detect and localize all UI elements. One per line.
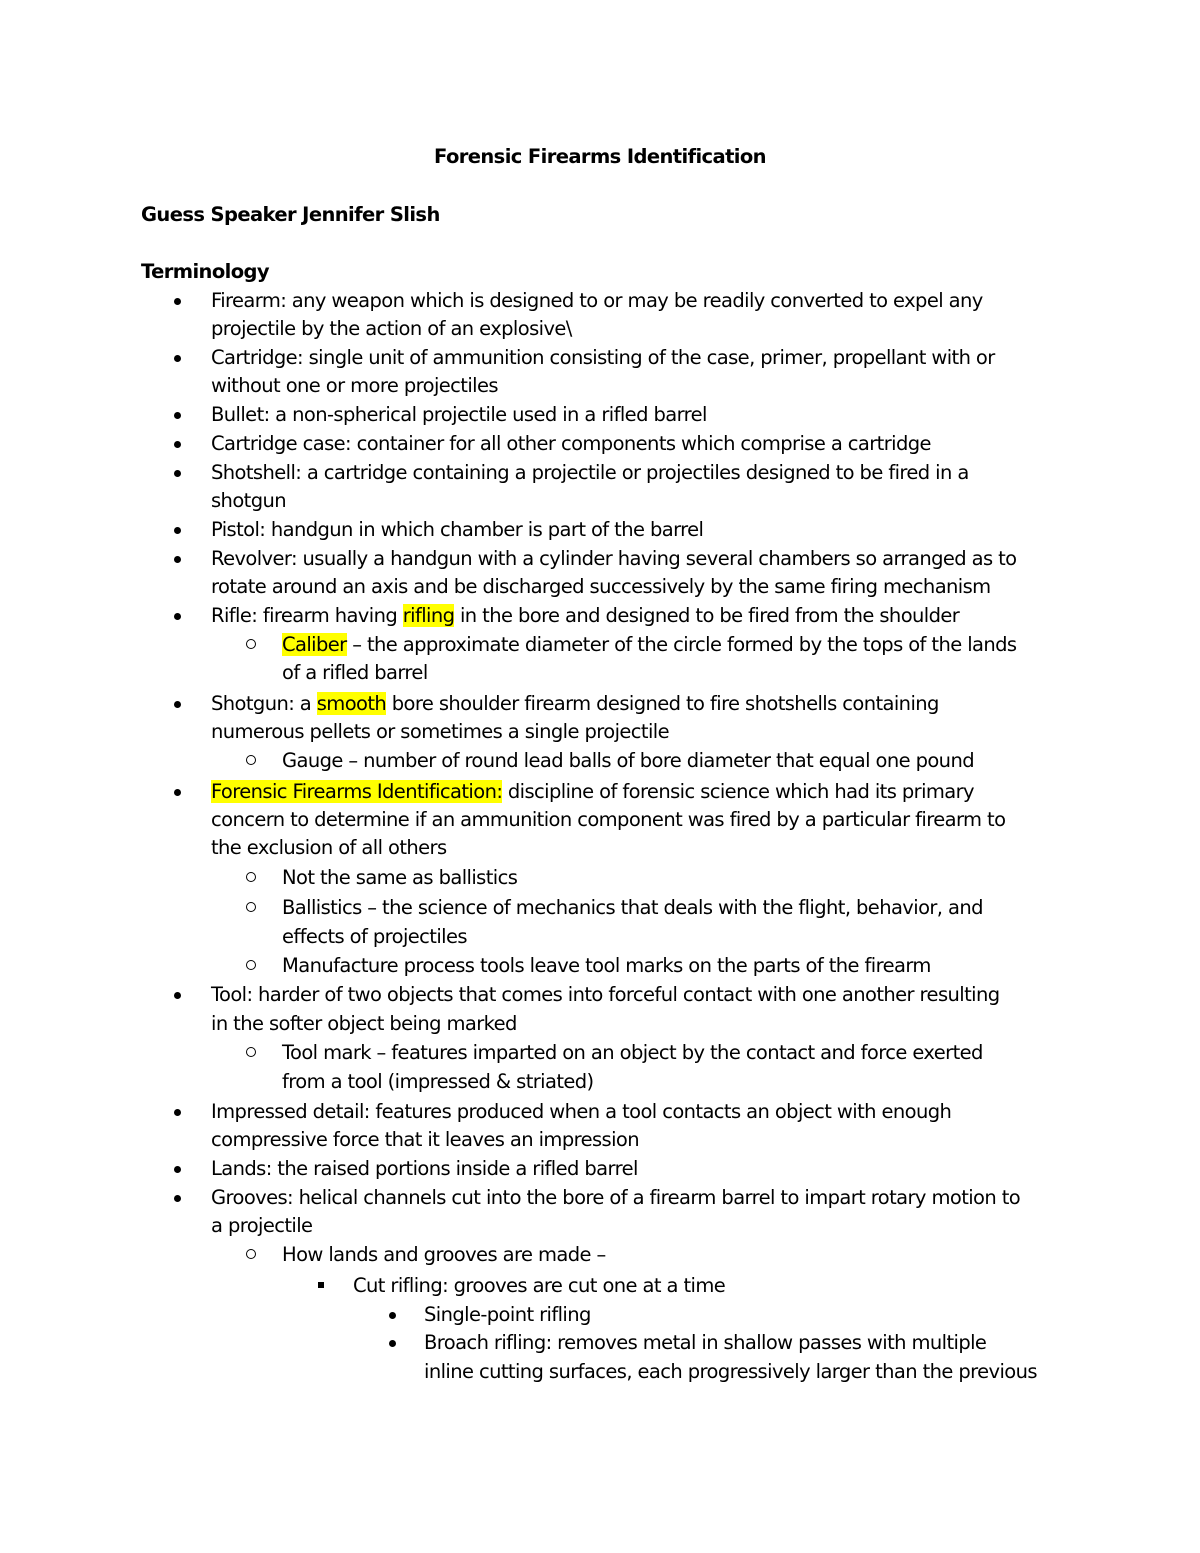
open-circle-bullet (246, 872, 256, 882)
list-item-text-segment: in the bore and designed to be fired from the shoulder (454, 604, 960, 627)
filled-circle-bullet (389, 1340, 396, 1347)
highlighted-term: rifling (402, 604, 455, 627)
filled-circle-bullet (389, 1312, 396, 1319)
list-item-text: Cartridge: single unit of ammunition consisting of the case, primer, propellant with or (211, 346, 995, 369)
filled-circle-bullet (174, 613, 181, 620)
list-item-text: of a rifled barrel (282, 661, 428, 684)
filled-circle-bullet (174, 441, 181, 448)
list-item-text: Grooves: helical channels cut into the bore of a firearm barrel to impart rotary motion to (211, 1186, 1021, 1209)
filled-circle-bullet (174, 1109, 181, 1116)
section-heading: Terminology (141, 260, 269, 283)
list-item-text-segment: – the approximate diameter of the circle formed by the tops of the lands (346, 633, 1017, 656)
list-item-text: without one or more projectiles (211, 374, 498, 397)
list-item-text: How lands and grooves are made – (282, 1243, 606, 1266)
list-item-text: Broach rifling: removes metal in shallow passes with multiple (424, 1331, 987, 1354)
list-item-text: Cartridge case: container for all other components which comprise a cartridge (211, 432, 931, 455)
open-circle-bullet (246, 1047, 256, 1057)
open-circle-bullet (246, 639, 256, 649)
list-item-text: the exclusion of all others (211, 836, 447, 859)
filled-circle-bullet (174, 527, 181, 534)
filled-circle-bullet (174, 1166, 181, 1173)
filled-circle-bullet (174, 1195, 181, 1202)
list-item-text: Lands: the raised portions inside a rifled barrel (211, 1157, 638, 1180)
filled-circle-bullet (174, 412, 181, 419)
list-item-text: compressive force that it leaves an impression (211, 1128, 640, 1151)
list-item-text: in the softer object being marked (211, 1012, 517, 1035)
list-item-text: Shotshell: a cartridge containing a projectile or projectiles designed to be fired in a (211, 461, 969, 484)
list-item-text: a projectile (211, 1214, 313, 1237)
list-item-text (211, 691, 939, 717)
list-item-text: Impressed detail: features produced when a tool contacts an object with enough (211, 1100, 952, 1123)
list-item-text-segment: Shotgun: a (211, 692, 317, 715)
list-item-text: Tool mark – features imparted on an object by the contact and force exerted (282, 1041, 983, 1064)
list-item-text-segment: Rifle: firearm having (211, 604, 403, 627)
list-item-text (211, 603, 959, 629)
list-item-text: from a tool (impressed & striated) (282, 1070, 594, 1093)
list-item-text-segment: bore shoulder firearm designed to fire shotshells containing (386, 692, 939, 715)
speaker-line: Guess Speaker Jennifer Slish (141, 203, 440, 226)
list-item-text: concern to determine if an ammunition component was fired by a particular firearm to (211, 808, 1006, 831)
list-item-text: Cut rifling: grooves are cut one at a time (353, 1274, 726, 1297)
filled-circle-bullet (174, 992, 181, 999)
highlighted-term: Forensic Firearms Identification: (211, 780, 503, 803)
filled-circle-bullet (174, 556, 181, 563)
document-title: Forensic Firearms Identification (434, 145, 766, 168)
list-item-text (211, 779, 974, 805)
open-circle-bullet (246, 960, 256, 970)
filled-circle-bullet (174, 470, 181, 477)
list-item-text: Manufacture process tools leave tool marks on the parts of the firearm (282, 954, 931, 977)
list-item-text: Bullet: a non-spherical projectile used in a rifled barrel (211, 403, 707, 426)
filled-circle-bullet (174, 701, 181, 708)
list-item-text: shotgun (211, 489, 286, 512)
list-item-text: inline cutting surfaces, each progressively larger than the previous (424, 1360, 1037, 1383)
open-circle-bullet (246, 1249, 256, 1259)
list-item-text (282, 632, 1017, 658)
highlighted-term: smooth (316, 692, 387, 715)
filled-circle-bullet (174, 355, 181, 362)
filled-circle-bullet (174, 789, 181, 796)
list-item-text: Single-point rifling (424, 1303, 591, 1326)
open-circle-bullet (246, 902, 256, 912)
list-item-text: effects of projectiles (282, 925, 467, 948)
highlighted-term: Caliber (282, 633, 347, 656)
list-item-text: Revolver: usually a handgun with a cylinder having several chambers so arranged as to (211, 547, 1017, 570)
list-item-text: rotate around an axis and be discharged successively by the same firing mechanism (211, 575, 991, 598)
open-circle-bullet (246, 755, 256, 765)
filled-circle-bullet (174, 298, 181, 305)
list-item-text: Ballistics – the science of mechanics that deals with the flight, behavior, and (282, 896, 983, 919)
list-item-text-segment: discipline of forensic science which had its primary (502, 780, 974, 803)
list-item-text: Not the same as ballistics (282, 866, 518, 889)
filled-square-bullet (318, 1282, 324, 1288)
list-item-text: numerous pellets or sometimes a single projectile (211, 720, 669, 743)
list-item-text: Firearm: any weapon which is designed to or may be readily converted to expel any (211, 289, 983, 312)
list-item-text: Gauge – number of round lead balls of bore diameter that equal one pound (282, 749, 974, 772)
list-item-text: Pistol: handgun in which chamber is part of the barrel (211, 518, 704, 541)
list-item-text: projectile by the action of an explosive\ (211, 317, 572, 340)
list-item-text: Tool: harder of two objects that comes into forceful contact with one another resulting (211, 983, 1000, 1006)
